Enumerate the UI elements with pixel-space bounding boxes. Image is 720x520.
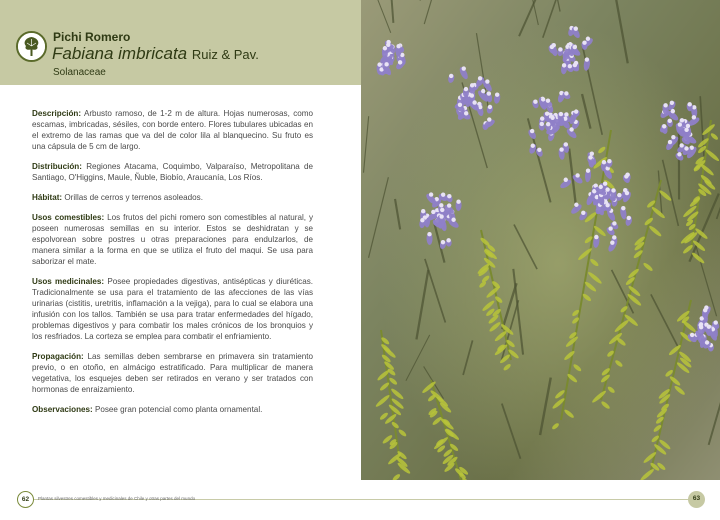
section-text: Posee gran potencial como planta ornamental.: [94, 405, 263, 414]
section-label: Distribución:: [32, 162, 82, 171]
section-paragraph: [32, 161, 313, 183]
plant-family: Solanaceae: [53, 67, 106, 78]
left-page-number: 62: [17, 491, 34, 508]
section-label: Hábitat:: [32, 193, 63, 202]
section-paragraph: [32, 108, 313, 152]
common-name: Pichi Romero: [53, 30, 131, 44]
section-text: Las semillas deben sembrarse en primavera sin tratamiento previo, o en otoño, en almácigo estratificado. Para multiplicar de manera vegetativa, los esquejes deben ser retirados en verano y ser tratados con hormonas de enraizamiento.: [32, 352, 313, 394]
section-label: Propagación:: [32, 352, 84, 361]
scientific-name-author: Ruiz & Pav.: [191, 47, 259, 62]
section-paragraph: [32, 404, 313, 415]
header-band: [0, 0, 361, 85]
section-paragraph: [32, 276, 313, 342]
section-text: Los frutos del pichi romero son comestibles al natural, y poseen numerosas semillas en su interior. Estos se deshidratan y se espolvorean sobre postres u otras preparaciones para endulzarlos, de manera similar a la forma en que se utiliza el fruto del maqui. Se usa para saborizar el mate.: [32, 213, 313, 266]
species-description: [32, 108, 313, 424]
section-label: Descripción:: [32, 109, 82, 118]
section-label: Observaciones:: [32, 405, 93, 414]
section-text: Orillas de cerros y terrenos asoleados.: [64, 193, 203, 202]
plant-photo: [361, 0, 720, 480]
footer-book-title: Plantas silvestres comestibles y medicinales de Chile y otras partes del mundo: [38, 496, 196, 501]
right-page-number: 63: [688, 491, 705, 508]
section-text: Regiones Atacama, Coquimbo, Valparaíso, Metropolitana de Santiago, O'Higgins, Maule, Ñuble, Biobío, Araucanía, Los Ríos.: [32, 162, 314, 182]
scientific-name: [52, 44, 259, 64]
section-label: Usos medicinales:: [32, 277, 105, 286]
section-text: Posee propiedades digestivas, antisépticas y diuréticas. Tradicionalmente se usa para el tratamiento de las afecciones de las vías urinarias (cistitis, uretritis, inflamación a la vejiga), para lo cual se elabora una infusión con los tallos. También se usa para tratar enfermedades del hígado, problemas digestivos y para combatir los males crónicos de los bronquios y los resfriados. La corteza se emplea para combatir el enfriamiento.: [32, 277, 313, 341]
section-paragraph: [32, 192, 313, 203]
tree-logo-icon: [16, 31, 47, 62]
section-text: Arbusto ramoso, de 1-2 m de altura. Hojas numerosas, como escamas, imbricadas, sésiles, con borde entero. Flores tubulares ubicadas en el extremo de las ramas que va del de color lila al blanquecino. Su fruto es una cápsula de 5 cm de largo.: [32, 109, 313, 151]
section-label: Usos comestibles:: [32, 213, 105, 222]
section-paragraph: [32, 212, 313, 267]
scientific-name-latin: Fabiana imbricata: [52, 44, 188, 63]
section-paragraph: [32, 351, 313, 395]
